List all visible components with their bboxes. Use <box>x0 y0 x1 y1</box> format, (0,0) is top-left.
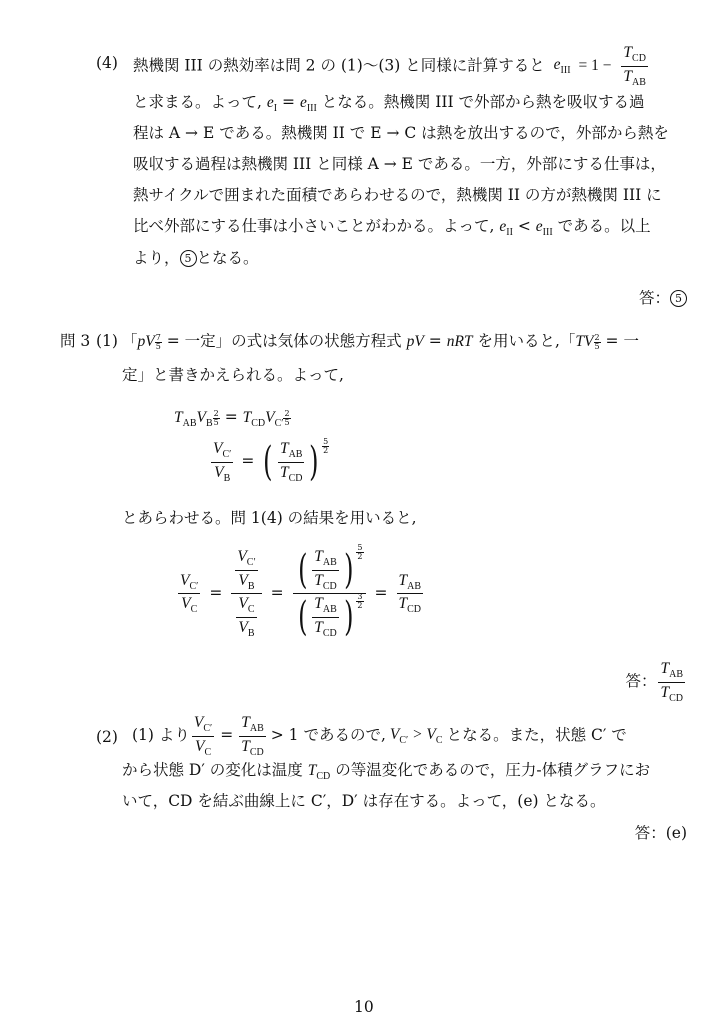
q4-line6b: である。以上 <box>557 217 651 235</box>
q4-line7a: より， <box>133 249 180 267</box>
q4-answer <box>639 290 687 307</box>
eq-volume-ratio: $\frac{V_{C'}}{V_B}$ = ( $\frac{T_{AB}}{T_{CD}}$ ) $\frac{5}{2}$ <box>213 437 329 485</box>
answer-circle: 5 <box>670 290 687 307</box>
q3-line1b: = 一定」の式は気体の状態方程式 <box>166 332 402 350</box>
q4-line6: 比べ外部にする仕事は小さいことがわかる。よって, $e_{II} < e_{III}$ である。以上 <box>133 217 651 238</box>
q3-2-answer: 答：(e) <box>634 824 687 842</box>
q3-line1c: を用いると,「 <box>477 332 576 350</box>
q4-line2: と求まる。よって, $e_I = e_{III}$ となる。熱機関 III で外部から熱を吸収する過 <box>133 93 645 114</box>
q3-2-line1a: (1) より <box>132 726 190 745</box>
q3-2-line2: から状態 D′ の変化は温度 $T_{CD}$ の等温変化であるので，圧力-体積グラフにお <box>122 761 651 782</box>
q4-line3: 程は A → E である。熱機関 II で E → C は熱を放出するので，外部から熱を <box>133 124 669 142</box>
page-number: 10 <box>354 998 374 1016</box>
q3-line3: とあらわせる。問 1(4) の結果を用いると, <box>122 509 417 527</box>
q4-line7b: となる。 <box>196 249 259 267</box>
q4-line1-text: 熱機関 III の熱効率は問 2 の (1)〜(3) と同様に計算すると <box>133 56 545 75</box>
q4-line2a: と求まる。よって, <box>133 93 262 111</box>
q3-line1: 「pV $\frac{7}{5}$ = 一定」の式は気体の状態方程式 pV = nRT を用いると,「TV $\frac{2}{5}$ = 一 <box>122 332 639 351</box>
q4-label: (4) <box>96 54 118 72</box>
q3-sub1: (1) <box>96 332 118 350</box>
q4-eff-eq: = 1 − <box>578 57 612 75</box>
q3-line2: 定」と書きかえられる。よって, <box>122 366 344 384</box>
q4-line7 <box>133 250 259 267</box>
q3-line1d: = 一 <box>605 332 639 350</box>
q3-1-answer: 答： $\frac{T_{AB}}{T_{CD}}$ <box>625 660 683 704</box>
q3-2-line2a: から状態 D′ の変化は温度 <box>122 761 303 779</box>
q4-line6a: 比べ外部にする仕事は小さいことがわかる。よって, <box>133 217 495 235</box>
q4-eff-frac: $\frac{T_{CD}}{T_{AB}}$ <box>623 44 646 88</box>
q4-line5: 熱サイクルで囲まれた面積であらわせるので，熱機関 II の方が熱機関 III に <box>133 186 662 204</box>
q3-sub2: (2) <box>96 728 118 746</box>
eq-adiabatic: $T_{AB}V_B$ $\frac{2}{5}$ = $T_{CD}V_{C'}$ $\frac{2}{5}$ <box>174 408 290 429</box>
q3-2-line3: いて，CD を結ぶ曲線上に C′，D′ は存在する。よって，(e) となる。 <box>122 792 606 810</box>
q3-line1a: 「 <box>122 332 138 350</box>
q3-label: 問 3 <box>60 332 91 350</box>
q4-line1: 熱機関 III の熱効率は問 2 の (1)〜(3) と同様に計算すると $e_{III} = 1$ − $\frac{T_{CD}}{T_{AB}}$ <box>133 44 646 88</box>
q3-2-line1b: > 1 であるので, <box>270 726 386 745</box>
q3-1-answer-label: 答： <box>625 672 657 691</box>
q4-line4: 吸収する過程は熱機関 III と同様 A → E である。一方，外部にする仕事は， <box>133 155 666 173</box>
q4-answer-label: 答： <box>638 289 670 307</box>
q3-2-line1: (1) より $\frac{V_{C'}}{V_C}$ = $\frac{T_{AB}}{T_{CD}}$ > 1 であるので, $V_{C'} > V_C$ となる。また，状態 C′ で <box>132 714 627 758</box>
q3-2-line1c: となる。また，状態 C′ で <box>446 726 627 745</box>
q3-2-line2b: の等温変化であるので，圧力-体積グラフにお <box>335 761 651 779</box>
q4-line2b: となる。熱機関 III で外部から熱を吸収する過 <box>321 93 645 111</box>
eq-big-fraction: $\frac{V_{C'}}{V_C}$ = $\frac{\frac{V_{C'}}{V_B}}{\frac{V_C}{V_B}}$ = ( $\frac{T_{AB}}{T_{CD}}$ ) $\frac{5}{2}$ ( $\frac{T_{AB}}{T_{CD}}$ ) $\frac{3}{2}$ = $\frac{T_{AB}}{T_{CD}}$ <box>180 543 422 640</box>
choice-circle: 5 <box>180 250 197 267</box>
